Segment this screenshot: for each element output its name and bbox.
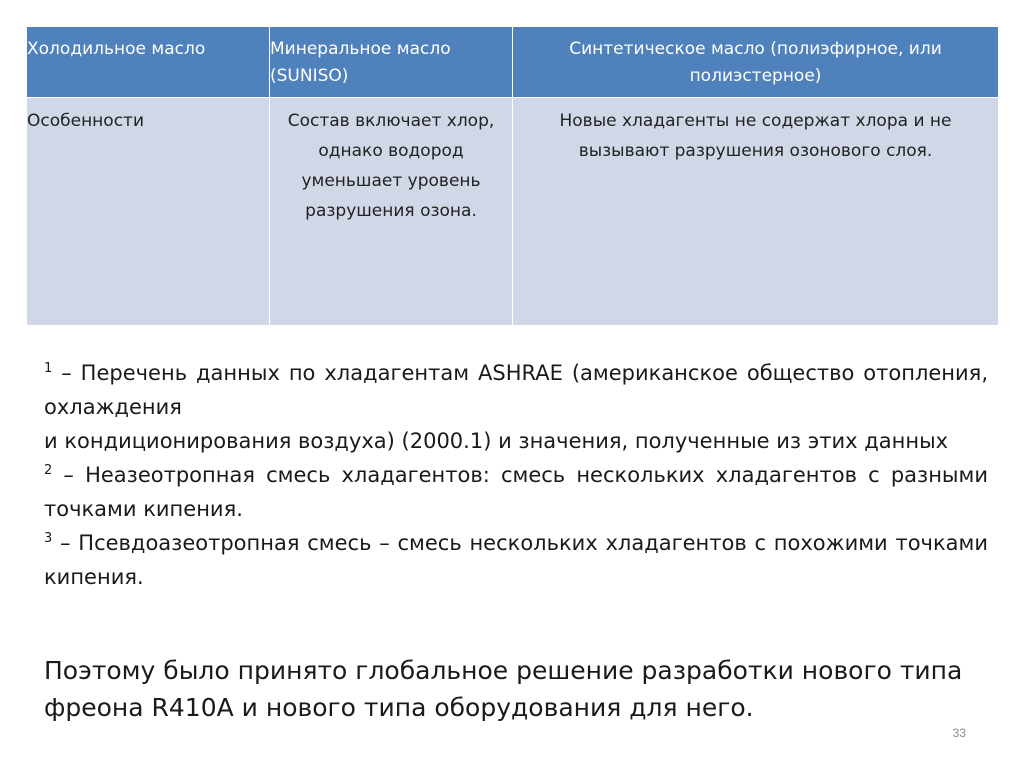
header-refrigeration-oil: Холодильное масло <box>27 27 270 98</box>
table-header-row <box>27 27 999 98</box>
conclusion-text: Поэтому было принято глобальное решение разработки нового типа фреона R410A и нового типа оборудования для него. <box>44 656 963 722</box>
footnote-1-continued <box>44 424 988 458</box>
footnotes <box>44 356 988 594</box>
footnote-1 <box>44 356 988 424</box>
table-row <box>27 98 999 326</box>
comparison-table <box>26 26 999 326</box>
footnote-3-text: – Псевдоазеотропная смесь – смесь нескольких хладагентов с похожими точками кипения. <box>44 531 988 589</box>
footnote-1-text-continued: и кондиционирования воздуха) (2000.1) и значения, полученные из этих данных <box>44 429 949 453</box>
footnote-3-number: 3 <box>44 531 53 546</box>
cell-mineral-oil-features: Состав включает хлор, однако водород уменьшает уровень разрушения озона. <box>270 98 513 326</box>
footnote-1-text: – Перечень данных по хладагентам ASHRAE (американское общество отопления, охлаждения <box>44 361 988 419</box>
footnote-2-number: 2 <box>44 463 53 478</box>
cell-features-label: Особенности <box>27 98 270 326</box>
footnote-1-number: 1 <box>44 361 53 376</box>
header-synthetic-oil: Синтетическое масло (полиэфирное, или полиэстерное) <box>513 27 999 98</box>
footnote-3 <box>44 526 988 594</box>
footnote-2-text: – Неазеотропная смесь хладагентов: смесь нескольких хладагентов с разными точками кипения. <box>44 463 988 521</box>
footnote-2 <box>44 458 988 526</box>
cell-synthetic-oil-features: Новые хладагенты не содержат хлора и не вызывают разрушения озонового слоя. <box>513 98 999 326</box>
page-number: 33 <box>952 726 966 740</box>
header-mineral-oil: Минеральное масло (SUNISO) <box>270 27 513 98</box>
